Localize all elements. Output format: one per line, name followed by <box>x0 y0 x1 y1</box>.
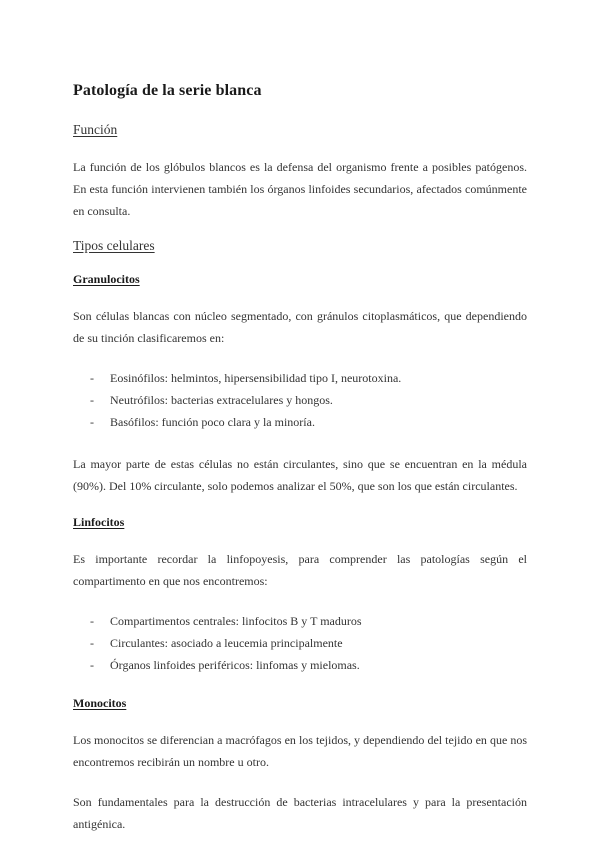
list-item <box>73 411 527 433</box>
bullet-dash: - <box>90 415 94 429</box>
list-item-text: Basófilos: función poco clara y la minoría. <box>110 415 315 429</box>
bullet-dash: - <box>90 393 94 407</box>
monocitos-paragraph-2: Son fundamentales para la destrucción de bacterias intracelulares y para la presentación antigénica. <box>73 795 527 831</box>
granulocitos-list <box>73 367 527 433</box>
list-item-text: Neutrófilos: bacterias extracelulares y hongos. <box>110 393 333 407</box>
section-heading-funcion: Función <box>73 122 118 137</box>
section-heading-tipos: Tipos celulares <box>73 238 155 253</box>
granulocitos-intro: Son células blancas con núcleo segmentado, con gránulos citoplasmáticos, que dependiendo de su tinción clasificaremos en: <box>73 309 527 345</box>
granulocitos-closing: La mayor parte de estas células no están circulantes, sino que se encuentran en la médula (90%). Del 10% circulante, solo podemos analizar el 50%, que son los que están circulantes. <box>73 457 527 493</box>
list-item-text: Eosinófilos: helmintos, hipersensibilidad tipo I, neurotoxina. <box>110 371 402 385</box>
monocitos-paragraph-1: Los monocitos se diferencian a macrófagos en los tejidos, y dependiendo del tejido en que nos encontremos recibirán un nombre u otro. <box>73 733 527 769</box>
subheading-granulocitos: Granulocitos <box>73 272 140 286</box>
list-item <box>73 610 527 632</box>
bullet-dash: - <box>90 636 94 650</box>
bullet-dash: - <box>90 658 94 672</box>
page-title: Patología de la serie blanca <box>73 82 262 99</box>
list-item <box>73 632 527 654</box>
bullet-dash: - <box>90 614 94 628</box>
list-item-text: Circulantes: asociado a leucemia principalmente <box>110 636 343 650</box>
subheading-linfocitos: Linfocitos <box>73 515 125 529</box>
list-item <box>73 367 527 389</box>
list-item <box>73 389 527 411</box>
list-item-text: Órganos linfoides periféricos: linfomas y mielomas. <box>110 658 360 672</box>
list-item-text: Compartimentos centrales: linfocitos B y T maduros <box>110 614 362 628</box>
bullet-dash: - <box>90 371 94 385</box>
linfocitos-intro: Es importante recordar la linfopoyesis, para comprender las patologías según el compartimento en que nos encontremos: <box>73 552 527 588</box>
funcion-paragraph: La función de los glóbulos blancos es la defensa del organismo frente a posibles patógenos. En esta función intervienen también los órganos linfoides secundarios, afectados comúnmente en consulta. <box>73 160 527 218</box>
subheading-monocitos: Monocitos <box>73 696 127 710</box>
list-item <box>73 654 527 676</box>
linfocitos-list <box>73 610 527 676</box>
